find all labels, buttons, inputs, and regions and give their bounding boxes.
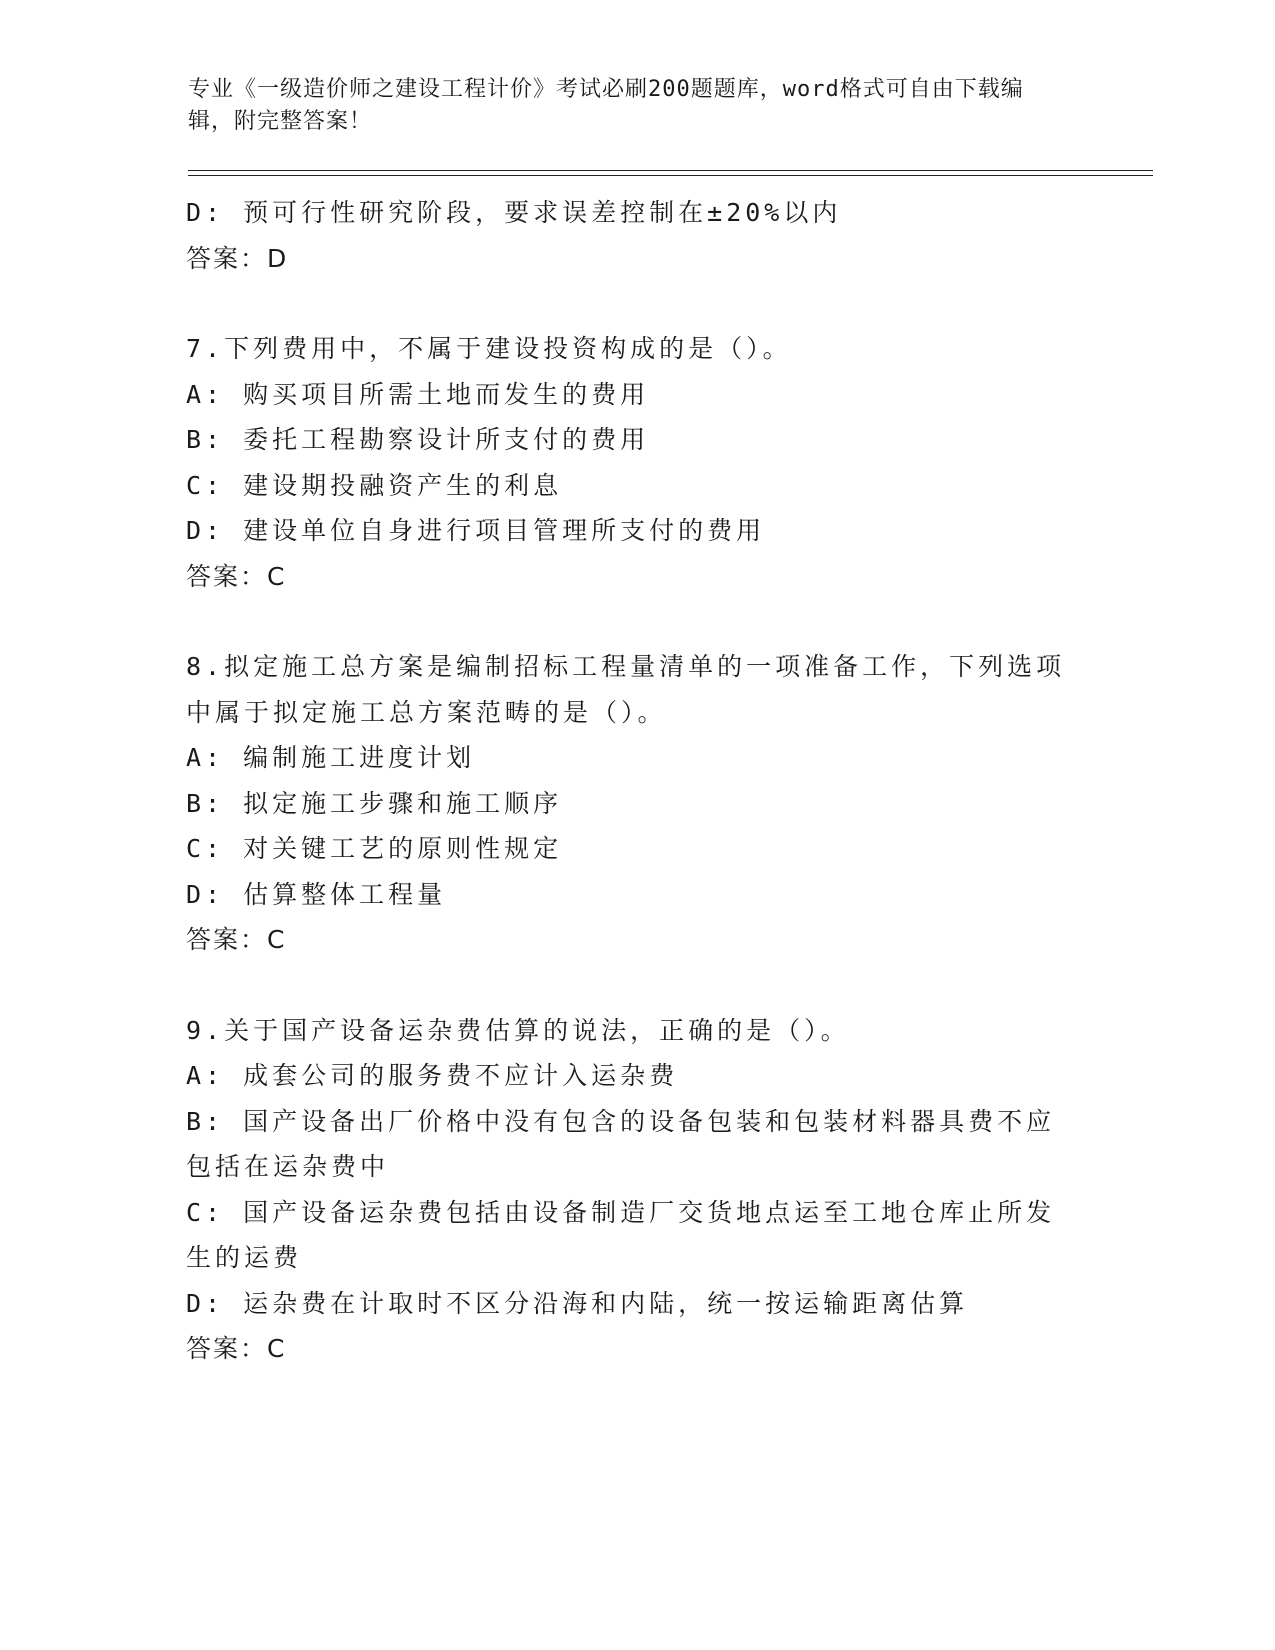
option-d: D: 运杂费在计取时不区分沿海和内陆，统一按运输距离估算 — [186, 1288, 969, 1318]
answer: 答案：C — [186, 1334, 287, 1363]
option-c: C: 国产设备运杂费包括由设备制造厂交货地点运至工地仓库止所发生的运费 — [186, 1197, 1056, 1272]
option-a: A: 购买项目所需土地而发生的费用 — [186, 379, 650, 409]
option-d: D: 估算整体工程量 — [186, 879, 447, 909]
spacer — [186, 281, 1076, 326]
question-stem: 7.下列费用中，不属于建设投资构成的是（）。 — [186, 334, 792, 363]
question-7 — [186, 326, 1076, 599]
spacer — [186, 963, 1076, 1008]
option-a: A: 编制施工进度计划 — [186, 743, 476, 772]
prev-option-d: D: 预可行性研究阶段，要求误差控制在±20%以内 — [186, 198, 842, 227]
option-a: A: 成套公司的服务费不应计入运杂费 — [186, 1061, 679, 1090]
answer: 答案：C — [186, 561, 287, 591]
spacer — [186, 599, 1076, 644]
question-9 — [186, 1008, 1076, 1372]
header-divider-bottom — [188, 175, 1153, 176]
option-d: D: 建设单位自身进行项目管理所支付的费用 — [186, 516, 766, 545]
answer: 答案：C — [186, 925, 287, 954]
option-c: C: 建设期投融资产生的利息 — [186, 470, 563, 500]
header-divider-top — [188, 170, 1153, 171]
question-stem: 8.拟定施工总方案是编制招标工程量清单的一项准备工作，下列选项中属于拟定施工总方案范畴的是（）。 — [186, 652, 1066, 727]
question-8 — [186, 644, 1076, 963]
document-header: 专业《一级造价师之建设工程计价》考试必刷200题题库，word格式可自由下载编辑，附完整答案！ — [188, 77, 1024, 134]
prev-answer: 答案：D — [186, 243, 289, 273]
option-c: C: 对关键工艺的原则性规定 — [186, 834, 563, 863]
option-b: B: 拟定施工步骤和施工顺序 — [186, 788, 563, 818]
question-stem: 9.关于国产设备运杂费估算的说法，正确的是（）。 — [186, 1015, 850, 1045]
option-b: B: 委托工程勘察设计所支付的费用 — [186, 425, 650, 454]
option-b: B: 国产设备出厂价格中没有包含的设备包装和包装材料器具费不应包括在运杂费中 — [186, 1106, 1056, 1181]
question-content — [186, 190, 1076, 1372]
